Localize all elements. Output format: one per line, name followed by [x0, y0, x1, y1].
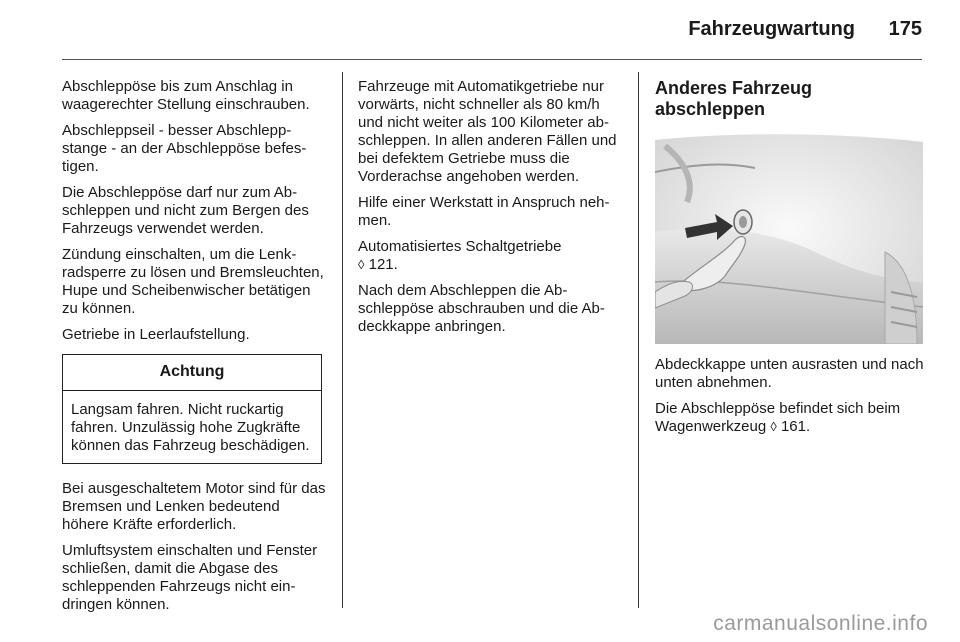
- paragraph: Abschleppseil - besser Abschleppstange - an der Abschleppöse befestigen.: [62, 122, 307, 175]
- watermark: carmanualsonline.info: [713, 612, 928, 635]
- paragraph: Fahrzeuge mit Automatikgetriebe nur vorwärts, nicht schneller als 80 km/h und nicht weiter als 100 Kilometer abschleppen. In allen anderen Fällen und bei defektem Getriebe muss die Vorderachse angehoben werden.: [358, 78, 617, 185]
- page-number: 175: [888, 18, 922, 40]
- warning-box: [62, 354, 322, 464]
- reference-page[interactable]: 161.: [780, 418, 811, 435]
- warning-text: Langsam fahren. Nicht ruckartig fahren. Unzulässig hohe Zugkräfte können das Fahrzeug beschädigen.: [71, 401, 310, 454]
- cross-reference: [655, 400, 927, 436]
- header-title: Fahrzeugwartung: [688, 18, 855, 40]
- reference-text: Automatisiertes Schaltgetriebe: [358, 238, 562, 255]
- paragraph: Nach dem Abschleppen die Abschleppöse abschrauben und die Abdeckkappe anbringen.: [358, 282, 605, 335]
- header-rule: [62, 59, 922, 60]
- paragraph: Bei ausgeschaltetem Motor sind für das Bremsen und Lenken bedeutend höhere Kräfte erforderlich.: [62, 480, 326, 533]
- paragraph: Hilfe einer Werkstatt in Anspruch nehmen.: [358, 194, 610, 229]
- bumper-cover-illustration: [655, 132, 923, 344]
- reference-page[interactable]: 121.: [368, 256, 398, 273]
- warning-title: Achtung: [63, 355, 321, 391]
- paragraph: Getriebe in Leerlaufstellung.: [62, 326, 250, 343]
- paragraph: Abschleppöse bis zum Anschlag in waagerechter Stellung einschrauben.: [62, 78, 310, 113]
- column-2: [358, 78, 626, 344]
- reference-arrow-icon: ◊: [358, 257, 365, 272]
- reference-arrow-icon: ◊: [770, 419, 777, 434]
- paragraph: Umluftsystem einschalten und Fenster schließen, damit die Abgase des schleppenden Fahrzeugs nicht eindringen können.: [62, 542, 318, 613]
- section-title: Anderes Fahrzeug abschleppen: [655, 78, 813, 119]
- paragraph: Abdeckkappe unten ausrasten und nach unten abnehmen.: [655, 356, 924, 391]
- paragraph: Die Abschleppöse darf nur zum Abschleppen und nicht zum Bergen des Fahrzeugs verwendet werden.: [62, 184, 309, 237]
- column-divider-2: [638, 72, 639, 608]
- column-divider-1: [342, 72, 343, 608]
- cross-reference: [358, 238, 626, 274]
- paragraph: Zündung einschalten, um die Lenkradsperre zu lösen und Bremsleuchten, Hupe und Scheibenwischer betätigen zu können.: [62, 246, 324, 317]
- column-1: [62, 78, 327, 622]
- reference-text: Die Abschleppöse befindet sich beim Wagenwerkzeug: [655, 400, 901, 435]
- column-3: [655, 78, 927, 444]
